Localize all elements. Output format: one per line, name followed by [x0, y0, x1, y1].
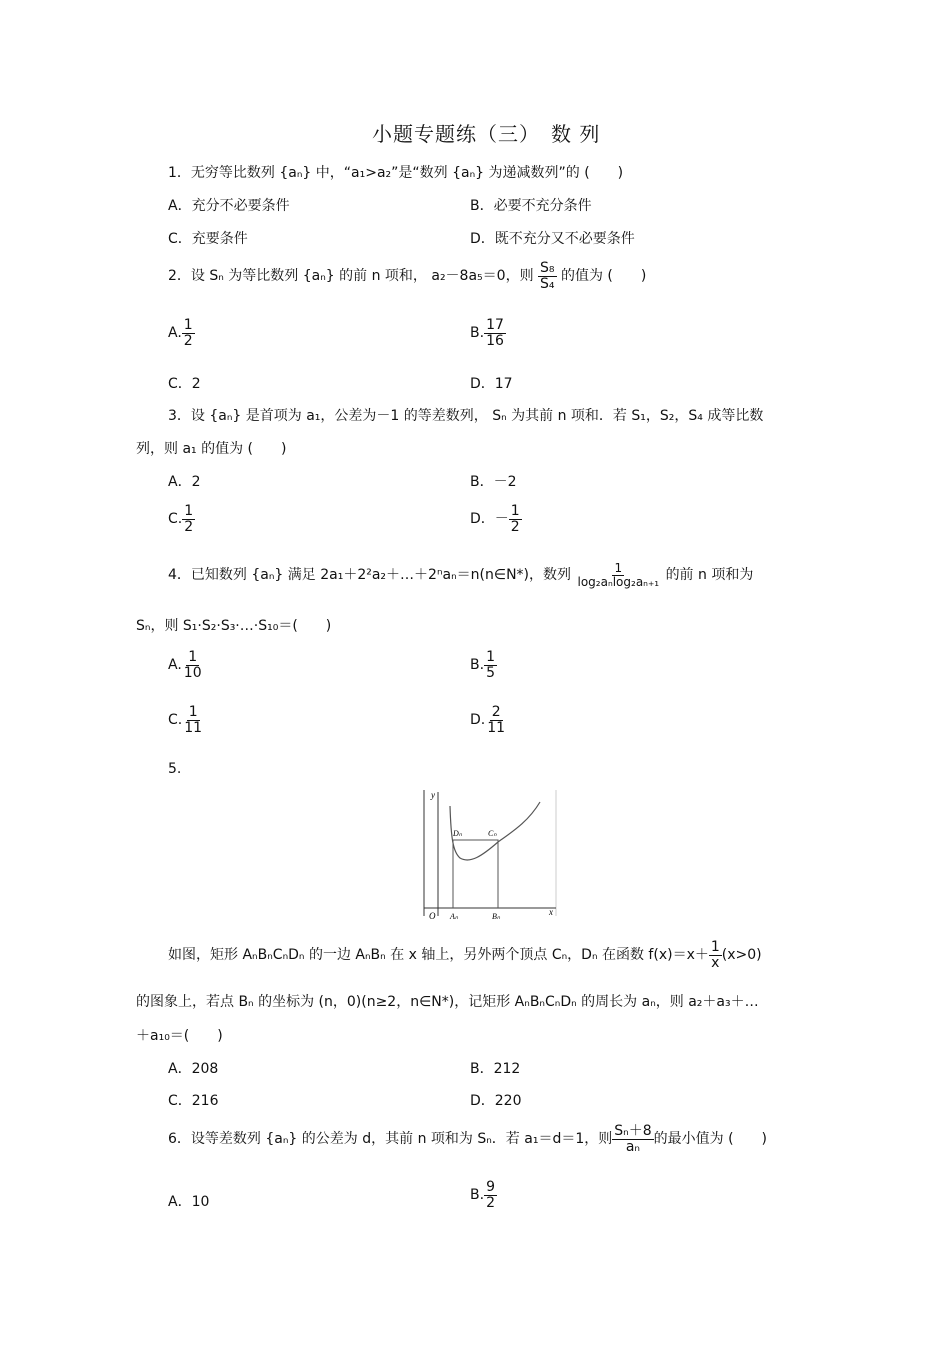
q3-option-c-fraction: [182, 504, 195, 534]
question-4-line1: [168, 562, 753, 588]
q5-option-c: C．216: [168, 1093, 219, 1109]
rectangle-abcd: [453, 840, 498, 908]
q2-a-denominator: 2: [183, 332, 193, 349]
q4-option-c: [168, 705, 204, 735]
q3-d-numerator: 1: [510, 503, 520, 519]
q4-option-d-label: D.: [470, 712, 486, 729]
q4-option-b-label: B.: [470, 657, 485, 674]
q5-option-b: B．212: [470, 1061, 521, 1077]
q2-a-numerator: 1: [183, 317, 193, 333]
q6-option-a: A．10: [168, 1194, 210, 1210]
label-y: y: [431, 790, 435, 800]
q2-option-b: [470, 318, 506, 348]
q3-d-denominator: 2: [510, 518, 520, 535]
q4-option-c-label: C.: [168, 712, 183, 729]
q4-a-numerator: 1: [188, 649, 198, 665]
q3-option-b: B．－2: [470, 474, 517, 490]
q4-option-a-label: A.: [168, 657, 182, 674]
q2-option-a: [168, 318, 195, 348]
q4-option-d-fraction: [485, 705, 507, 735]
q4-option-c-fraction: [182, 705, 204, 735]
function-graph: [420, 786, 560, 921]
q2-option-a-fraction: [182, 318, 195, 348]
q1-option-b: B．必要不充分条件: [470, 198, 592, 214]
q1-option-d: D．既不充分又不必要条件: [470, 231, 635, 247]
q4-option-a: [168, 650, 204, 680]
q5-fraction-denominator: x: [711, 954, 720, 971]
q3-c-denominator: 2: [184, 518, 194, 535]
question-3-line2: 列，则 a₁ 的值为 ( ): [136, 441, 287, 457]
q2-option-d: D．17: [470, 376, 513, 392]
question-2-text: 2．设 Sₙ 为等比数列 {aₙ} 的前 n 项和， a₂－8a₅＝0，则: [168, 268, 534, 285]
question-5-tail: (x>0): [721, 947, 762, 964]
q3-option-c: [168, 504, 195, 534]
q4-fraction-numerator: 1: [614, 561, 623, 575]
question-1-text: 1．无穷等比数列 {aₙ} 中，“a₁>a₂”是“数列 {aₙ} 为递减数列”的 ( ): [168, 165, 624, 181]
q2-b-denominator: 16: [486, 332, 504, 349]
q5-option-a: A．208: [168, 1061, 219, 1077]
q3-option-d: [470, 504, 522, 534]
q4-d-denominator: 11: [487, 719, 506, 736]
q5-option-d: D．220: [470, 1093, 522, 1109]
q5-fraction: [709, 940, 722, 970]
q2-option-c: C．2: [168, 376, 201, 392]
label-an: Aₙ: [450, 912, 459, 921]
question-5-line1: [168, 940, 762, 970]
question-4-line2: Sₙ，则 S₁·S₂·S₃·…·S₁₀＝( ): [136, 618, 332, 634]
label-x: x: [549, 907, 553, 917]
question-3-line1: 3．设 {aₙ} 是首项为 a₁，公差为－1 的等差数列， Sₙ 为其前 n 项和．若 S₁，S₂，S₄ 成等比数: [168, 408, 764, 424]
q5-fraction-numerator: 1: [710, 939, 720, 955]
q4-option-b: [470, 650, 497, 680]
q3-option-d-label: D．－: [470, 511, 509, 528]
question-4-tail: 的前 n 项和为: [665, 567, 754, 584]
q3-option-a: A．2: [168, 474, 201, 490]
q6-fraction: [612, 1124, 653, 1154]
q4-fraction: [575, 562, 661, 588]
q6-fraction-denominator: aₙ: [625, 1138, 641, 1155]
question-5-number: 5.: [168, 761, 182, 777]
q2-option-b-label: B.: [470, 325, 485, 342]
q4-d-numerator: 2: [491, 704, 501, 720]
q4-option-a-fraction: [182, 650, 204, 680]
question-6: [168, 1124, 767, 1154]
label-o: O: [429, 911, 436, 921]
q6-option-b-fraction: [484, 1180, 497, 1210]
q3-option-c-label: C.: [168, 511, 183, 528]
q2-option-b-fraction: [484, 318, 506, 348]
label-cn: Cₙ: [488, 829, 497, 838]
q6-b-denominator: 2: [486, 1194, 495, 1211]
q4-c-numerator: 1: [188, 704, 198, 720]
q4-a-denominator: 10: [183, 664, 202, 681]
q4-fraction-denominator: log₂aₙlog₂aₙ₊₁: [577, 574, 660, 589]
q4-b-denominator: 5: [486, 664, 495, 681]
question-5-line2: 的图象上，若点 Bₙ 的坐标为 (n，0)(n≥2，n∈N*)，记矩形 AₙBₙCₙDₙ 的周长为 aₙ，则 a₂＋a₃＋…: [136, 994, 759, 1010]
q2-fraction: [538, 261, 557, 291]
q3-c-numerator: 1: [184, 503, 194, 519]
q4-option-b-fraction: [484, 650, 497, 680]
question-6-text: 6．设等差数列 {aₙ} 的公差为 d，其前 n 项和为 Sₙ．若 a₁＝d＝1，则: [168, 1131, 613, 1148]
q3-option-d-fraction: [509, 504, 522, 534]
label-dn: Dₙ: [453, 829, 462, 838]
q2-fraction-numerator: S₈: [540, 260, 555, 276]
q2-b-numerator: 17: [486, 317, 504, 333]
q4-b-numerator: 1: [486, 649, 495, 665]
q4-option-d: [470, 705, 507, 735]
label-bn: Bₙ: [492, 912, 501, 921]
q1-option-c: C．充要条件: [168, 231, 248, 247]
page-title: 小题专题练（三） 数 列: [372, 122, 601, 146]
q4-c-denominator: 11: [184, 719, 203, 736]
q2-option-a-label: A.: [168, 325, 182, 342]
q6-fraction-numerator: Sₙ＋8: [614, 1123, 652, 1139]
question-4-text: 4．已知数列 {aₙ} 满足 2a₁＋2²a₂＋…＋2ⁿaₙ＝n(n∈N*)，数列: [168, 567, 572, 584]
q6-option-b-label: B.: [470, 1187, 485, 1204]
q6-b-numerator: 9: [486, 1179, 495, 1195]
question-5-line3: ＋a₁₀＝( ): [136, 1028, 223, 1044]
question-6-tail: 的最小值为 ( ): [653, 1131, 767, 1148]
question-5-text: 如图，矩形 AₙBₙCₙDₙ 的一边 AₙBₙ 在 x 轴上，另外两个顶点 Cₙ，Dₙ 在函数 f(x)＝x＋: [168, 947, 709, 964]
q2-fraction-denominator: S₄: [540, 275, 555, 292]
question-2: [168, 261, 646, 291]
function-graph-figure: [420, 786, 560, 921]
q1-option-a: A．充分不必要条件: [168, 198, 290, 214]
question-2-tail: 的值为 ( ): [560, 268, 647, 285]
q6-option-b: [470, 1180, 497, 1210]
